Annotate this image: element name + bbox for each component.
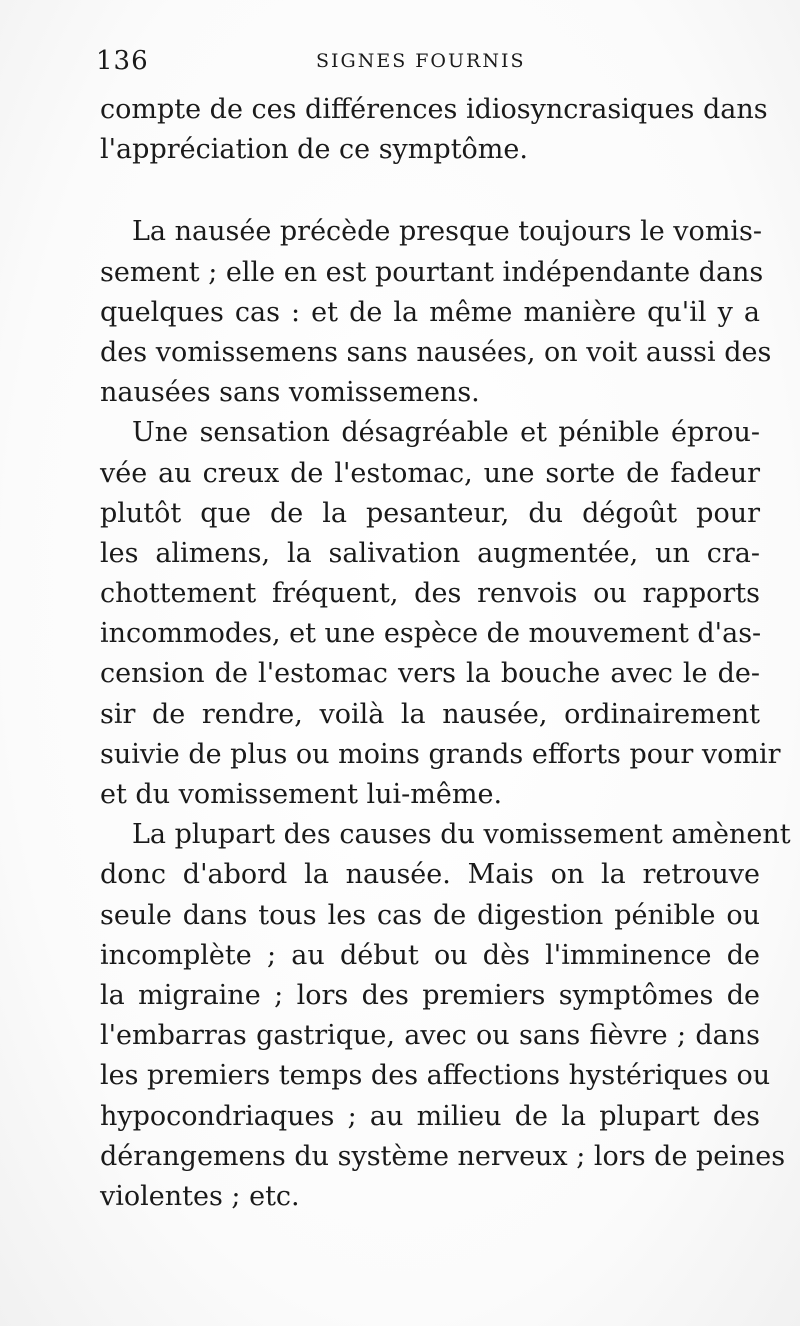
text-line: sement ; elle en est pourtant indépendante dans xyxy=(100,256,764,288)
text-line: seule dans tous les cas de digestion pénible ou xyxy=(100,899,760,931)
page-number: 136 xyxy=(96,46,149,76)
text-line: des vomissemens sans nausées, on voit aussi des xyxy=(100,336,772,368)
text-line: nausées sans vomissemens. xyxy=(100,377,480,409)
text-line: chottement fréquent, des renvois ou rapports xyxy=(100,578,760,610)
text-line: l'appréciation de ce symptôme. xyxy=(100,134,528,166)
text-line: La nausée précède presque toujours le vomis- xyxy=(132,216,763,248)
body-text xyxy=(100,90,791,1217)
text-line: La plupart des causes du vomissement amènent xyxy=(132,819,791,851)
paragraph-spacer xyxy=(100,170,760,212)
text-line: les premiers temps des affections hystériques ou xyxy=(100,1060,771,1092)
text-line: quelques cas : et de la même manière qu'il y a xyxy=(100,296,760,328)
text-line: l'embarras gastrique, avec ou sans fièvre ; dans xyxy=(100,1020,760,1052)
text-line: plutôt que de la pesanteur, du dégoût pour xyxy=(100,497,760,529)
paragraph-sensation xyxy=(100,413,781,815)
text-line: cension de l'estomac vers la bouche avec le de- xyxy=(100,658,760,690)
text-line: violentes ; etc. xyxy=(100,1180,300,1212)
text-line: la migraine ; lors des premiers symptômes de xyxy=(100,979,760,1011)
text-line: Une sensation désagréable et pénible éprou- xyxy=(132,417,760,449)
text-line: et du vomissement lui-même. xyxy=(100,779,503,810)
text-line: sir de rendre, voilà la nausée, ordinairement xyxy=(100,698,760,730)
paragraph-nausee-intro xyxy=(100,212,772,413)
text-line: suivie de plus ou moins grands efforts pour vomir xyxy=(100,738,781,770)
text-line: hypocondriaques ; au milieu de la plupart des xyxy=(100,1100,760,1132)
text-line: donc d'abord la nausée. Mais on la retrouve xyxy=(100,859,760,891)
text-line: compte de ces différences idiosyncrasiques dans xyxy=(100,94,768,125)
text-line: vée au creux de l'estomac, une sorte de fadeur xyxy=(100,457,760,489)
text-line: incomplète ; au début ou dès l'imminence de xyxy=(100,939,760,971)
text-line: les alimens, la salivation augmentée, un cra- xyxy=(100,537,760,569)
paragraph-causes xyxy=(100,815,791,1217)
paragraph-continuation xyxy=(100,90,768,170)
running-head: SIGNES FOURNIS xyxy=(316,50,526,72)
page-header xyxy=(96,46,748,80)
text-line: incommodes, et une espèce de mouvement d'as- xyxy=(100,618,762,650)
text-line: dérangemens du système nerveux ; lors de peines xyxy=(100,1140,786,1172)
